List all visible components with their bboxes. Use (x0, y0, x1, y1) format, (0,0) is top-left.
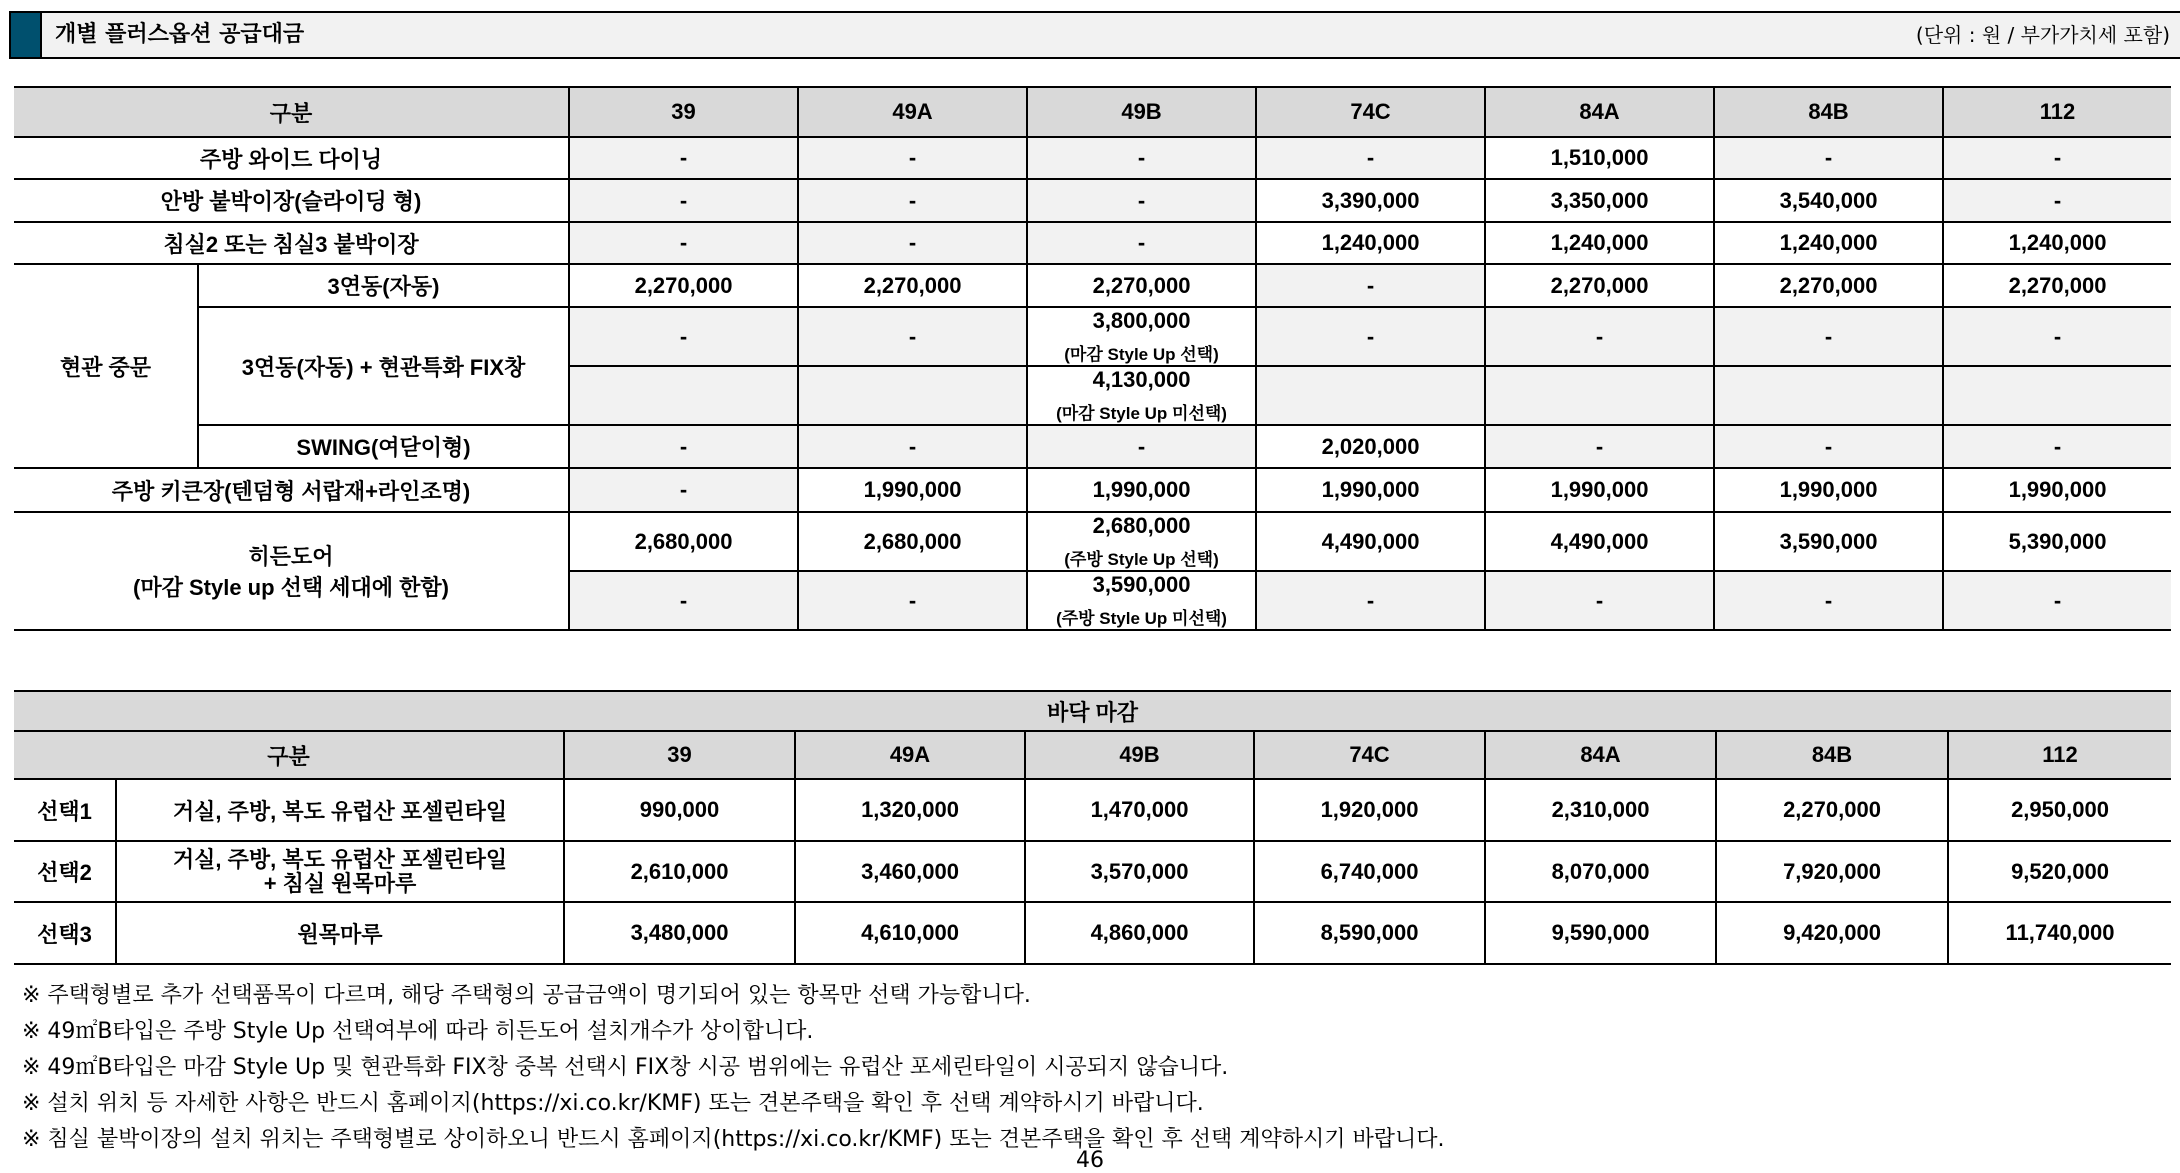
header-col: 112 (1948, 731, 2171, 779)
cell-empty (1256, 366, 1485, 425)
row-label-hidden-door (14, 512, 569, 630)
cell-value: 1,990,000 (1714, 468, 1943, 512)
cell-value: 9,420,000 (1716, 902, 1948, 964)
option-desc-line2: + 침실 원목마루 (263, 870, 417, 896)
header-col: 49B (1025, 731, 1254, 779)
unit-note: (단위 : 원 / 부가가치세 포함) (1915, 23, 2170, 47)
header-col: 49B (1027, 87, 1256, 137)
cell-value: 8,590,000 (1254, 902, 1485, 964)
cell-empty (569, 366, 798, 425)
flooring-table (14, 690, 2171, 965)
plus-options-table (14, 86, 2171, 631)
footnote: ※ 설치 위치 등 자세한 사항은 반드시 홈페이지(https://xi.co.kr/KMF) 또는 견본주택을 확인 후 선택 계약하시기 바랍니다. (22, 1091, 1204, 1116)
cell-value: 7,920,000 (1716, 841, 1948, 902)
cell-value: - (1027, 179, 1256, 222)
option-desc: 거실, 주방, 복도 유럽산 포셀린타일 (116, 779, 564, 841)
cell-value: 1,240,000 (1485, 222, 1714, 264)
cell-value: - (798, 179, 1027, 222)
cell-value: 1,990,000 (1256, 468, 1485, 512)
footnote: ※ 주택형별로 추가 선택품목이 다르며, 해당 주택형의 공급금액이 명기되어 있는 항목만 선택 가능합니다. (22, 983, 1031, 1008)
row-label: 주방 와이드 다이닝 (14, 137, 569, 179)
table-row (14, 307, 2171, 366)
header-col: 112 (1943, 87, 2171, 137)
cell-value: - (569, 137, 798, 179)
option-desc: 원목마루 (116, 902, 564, 964)
table-row (14, 512, 2171, 571)
header-col: 39 (564, 731, 795, 779)
header-col: 49A (798, 87, 1027, 137)
header-col: 84B (1716, 731, 1948, 779)
option-label: 선택2 (14, 841, 116, 902)
cell-value: - (798, 222, 1027, 264)
cell-value: - (1256, 137, 1485, 179)
cell-value: 1,990,000 (1943, 468, 2171, 512)
option-label: 선택3 (14, 902, 116, 964)
cell-value: 1,990,000 (1027, 468, 1256, 512)
cell-value: - (1027, 425, 1256, 468)
table-row (14, 425, 2171, 468)
section-title-bar (9, 11, 2180, 59)
table-row (14, 779, 2171, 841)
cell-value: 2,020,000 (1256, 425, 1485, 468)
cell-value: - (569, 179, 798, 222)
title-accent-block (11, 13, 42, 57)
cell-value: 2,680,000 (569, 512, 798, 571)
header-col: 84A (1485, 87, 1714, 137)
cell-value: - (1943, 307, 2171, 366)
table-row (14, 264, 2171, 307)
option-desc-line1: 거실, 주방, 복도 유럽산 포셀린타일 (172, 846, 508, 872)
cell-value: - (798, 307, 1027, 366)
cell-value: 1,470,000 (1025, 779, 1254, 841)
cell-amount: 4,130,000 (1092, 367, 1191, 392)
footnote: ※ 49㎡B타입은 주방 Style Up 선택여부에 따라 히든도어 설치개수가 상이합니다. (22, 1019, 814, 1044)
cell-value: - (1943, 571, 2171, 630)
cell-value-49B (1027, 307, 1256, 366)
cell-empty (1943, 366, 2171, 425)
row-label: 3연동(자동) (198, 264, 569, 307)
cell-value-49B (1027, 366, 1256, 425)
table-header-row (14, 87, 2171, 137)
section-title: 개별 플러스옵션 공급대금 (55, 22, 305, 47)
flooring-title-row (14, 691, 2171, 731)
table-header-row (14, 731, 2171, 779)
cell-value: - (569, 571, 798, 630)
cell-value: - (798, 137, 1027, 179)
cell-value: 5,390,000 (1943, 512, 2171, 571)
row-label: 침실2 또는 침실3 붙박이장 (14, 222, 569, 264)
cell-amount: 3,800,000 (1092, 308, 1191, 333)
cell-value: 8,070,000 (1485, 841, 1716, 902)
cell-value: 2,610,000 (564, 841, 795, 902)
cell-value: - (1714, 307, 1943, 366)
cell-value: - (569, 425, 798, 468)
cell-value: 4,490,000 (1256, 512, 1485, 571)
cell-value: 2,270,000 (798, 264, 1027, 307)
cell-value: 1,320,000 (795, 779, 1025, 841)
cell-value: 9,520,000 (1948, 841, 2171, 902)
cell-value: 2,950,000 (1948, 779, 2171, 841)
row-label-line1: 히든도어 (248, 544, 334, 569)
cell-value: - (1714, 425, 1943, 468)
cell-value: - (569, 468, 798, 512)
table-row (14, 841, 2171, 902)
cell-value: - (1256, 264, 1485, 307)
cell-value: 3,590,000 (1714, 512, 1943, 571)
cell-value: 1,920,000 (1254, 779, 1485, 841)
cell-value: 1,240,000 (1714, 222, 1943, 264)
header-col: 84A (1485, 731, 1716, 779)
cell-value: 2,270,000 (1027, 264, 1256, 307)
cell-value: - (569, 307, 798, 366)
cell-value: 3,480,000 (564, 902, 795, 964)
cell-value: 2,270,000 (1716, 779, 1948, 841)
row-label: 안방 붙박이장(슬라이딩 형) (14, 179, 569, 222)
cell-value: - (1485, 571, 1714, 630)
cell-value: 3,350,000 (1485, 179, 1714, 222)
cell-value: - (1943, 137, 2171, 179)
header-category: 구분 (14, 731, 564, 779)
cell-value: - (1027, 222, 1256, 264)
cell-condition: (마감 Style Up 선택) (1064, 345, 1219, 364)
cell-value-49B (1027, 512, 1256, 571)
option-desc (116, 841, 564, 902)
cell-value: 3,570,000 (1025, 841, 1254, 902)
cell-value: 3,390,000 (1256, 179, 1485, 222)
cell-value: - (1256, 571, 1485, 630)
header-col: 84B (1714, 87, 1943, 137)
cell-value: 3,460,000 (795, 841, 1025, 902)
footnote: ※ 49㎡B타입은 마감 Style Up 및 현관특화 FIX창 중복 선택시 FIX창 시공 범위에는 유럽산 포세린타일이 시공되지 않습니다. (22, 1055, 1229, 1080)
cell-value: - (1485, 307, 1714, 366)
option-label: 선택1 (14, 779, 116, 841)
header-col: 49A (795, 731, 1025, 779)
table-row (14, 137, 2171, 179)
footnote: ※ 침실 붙박이장의 설치 위치는 주택형별로 상이하오니 반드시 홈페이지(https://xi.co.kr/KMF) 또는 견본주택을 확인 후 선택 계약하시기 바랍니다. (22, 1127, 1445, 1152)
cell-value: - (1714, 571, 1943, 630)
cell-value: 2,270,000 (1485, 264, 1714, 307)
cell-value: 4,490,000 (1485, 512, 1714, 571)
cell-value: - (569, 222, 798, 264)
row-label: 주방 키큰장(텐덤형 서랍재+라인조명) (14, 468, 569, 512)
group-label-entrance-door: 현관 중문 (14, 264, 198, 468)
cell-value: 2,270,000 (1714, 264, 1943, 307)
row-label: SWING(여닫이형) (198, 425, 569, 468)
cell-value: - (1485, 425, 1714, 468)
table-row (14, 222, 2171, 264)
cell-value: 1,990,000 (798, 468, 1027, 512)
cell-value: 9,590,000 (1485, 902, 1716, 964)
cell-value: 3,540,000 (1714, 179, 1943, 222)
cell-value-49B (1027, 571, 1256, 630)
cell-value: - (1943, 425, 2171, 468)
cell-value: 1,240,000 (1256, 222, 1485, 264)
cell-value: 4,860,000 (1025, 902, 1254, 964)
cell-value: 1,510,000 (1485, 137, 1714, 179)
cell-value: 1,240,000 (1943, 222, 2171, 264)
cell-value: 1,990,000 (1485, 468, 1714, 512)
row-label: 3연동(자동) + 현관특화 FIX창 (198, 307, 569, 425)
cell-value: 11,740,000 (1948, 902, 2171, 964)
cell-value: 990,000 (564, 779, 795, 841)
cell-value: 2,310,000 (1485, 779, 1716, 841)
cell-empty (1485, 366, 1714, 425)
header-category: 구분 (14, 87, 569, 137)
table-row (14, 902, 2171, 964)
header-col: 74C (1254, 731, 1485, 779)
cell-empty (1714, 366, 1943, 425)
page-number: 46 (1076, 1148, 1104, 1173)
cell-value: - (798, 425, 1027, 468)
table-row (14, 468, 2171, 512)
flooring-title: 바닥 마감 (14, 691, 2171, 731)
header-col: 39 (569, 87, 798, 137)
cell-amount: 3,590,000 (1092, 572, 1191, 597)
cell-value: 4,610,000 (795, 902, 1025, 964)
cell-condition: (주방 Style Up 미선택) (1056, 609, 1227, 628)
cell-condition: (마감 Style Up 미선택) (1056, 404, 1227, 423)
cell-amount: 2,680,000 (1092, 513, 1191, 538)
cell-empty (798, 366, 1027, 425)
table-row (14, 179, 2171, 222)
cell-value: - (1714, 137, 1943, 179)
cell-value: 2,270,000 (1943, 264, 2171, 307)
cell-value: 2,680,000 (798, 512, 1027, 571)
row-label-line2: (마감 Style up 선택 세대에 한함) (133, 575, 449, 600)
cell-value: 2,270,000 (569, 264, 798, 307)
header-col: 74C (1256, 87, 1485, 137)
cell-value: - (1943, 179, 2171, 222)
cell-value: - (798, 571, 1027, 630)
cell-condition: (주방 Style Up 선택) (1064, 550, 1219, 569)
cell-value: - (1027, 137, 1256, 179)
cell-value: - (1256, 307, 1485, 366)
footnotes (22, 978, 2162, 1158)
cell-value: 6,740,000 (1254, 841, 1485, 902)
